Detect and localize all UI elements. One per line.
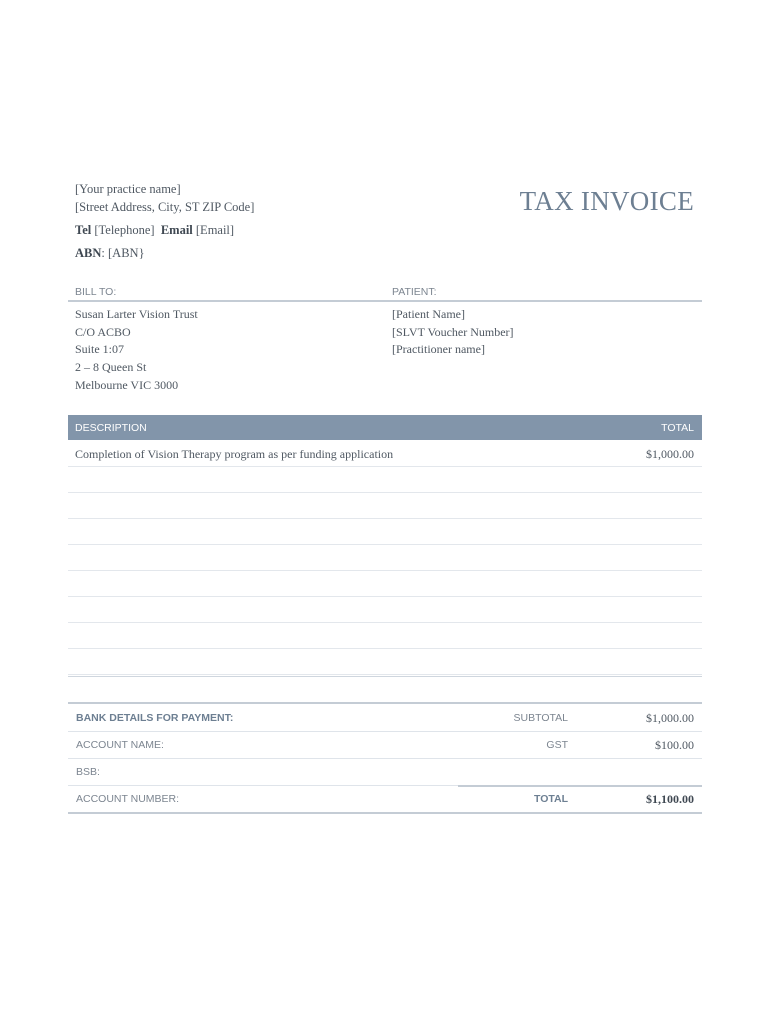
address-divider — [68, 300, 702, 302]
bill-to-line: Suite 1:07 — [75, 342, 125, 357]
bill-to-address — [75, 306, 198, 395]
total-value: $1,100.00 — [646, 792, 694, 806]
patient-label: PATIENT: — [392, 286, 437, 298]
description-header: DESCRIPTION — [75, 422, 147, 434]
abn-label: ABN — [75, 246, 102, 260]
tel-value: [Telephone] — [94, 223, 155, 237]
total-label: TOTAL — [533, 793, 568, 805]
table-row — [68, 649, 702, 675]
practice-abn: ABN: [ABN} — [75, 246, 145, 260]
items-table-header — [68, 415, 702, 440]
gst-value: $100.00 — [655, 738, 694, 752]
gst-label: GST — [546, 739, 568, 751]
patient-line: [Practitioner name] — [392, 342, 485, 356]
patient-line: [SLVT Voucher Number] — [392, 324, 514, 339]
bill-to-line: Melbourne VIC 3000 — [75, 377, 179, 392]
patient-line: [Patient Name] — [392, 307, 465, 321]
table-row — [68, 493, 702, 519]
practice-name: [Your practice name] — [75, 182, 181, 196]
table-row — [68, 623, 702, 649]
practice-details — [75, 180, 254, 262]
tel-label: Tel — [75, 223, 92, 237]
email-label: Email — [160, 223, 193, 237]
total-row — [68, 785, 702, 812]
row-total: $1,000.00 — [646, 447, 694, 461]
bsb-label: BSB: — [76, 766, 100, 778]
practice-contact — [75, 221, 254, 239]
table-row — [68, 519, 702, 545]
table-row — [68, 571, 702, 597]
bill-to-label: BILL TO: — [75, 286, 117, 298]
abn-value: [ABN} — [108, 246, 145, 260]
bank-details-label: BANK DETAILS FOR PAYMENT: — [76, 712, 234, 724]
bill-to-line: C/O ACBO — [75, 324, 131, 339]
subtotal-row — [68, 704, 702, 731]
subtotal-value: $1,000.00 — [646, 711, 694, 725]
patient-details — [392, 306, 514, 359]
table-row-divider — [68, 676, 702, 677]
account-number-label: ACCOUNT NUMBER: — [76, 793, 180, 805]
bsb-row — [68, 758, 702, 785]
bill-to-line: Susan Larter Vision Trust — [75, 307, 198, 321]
bill-to-line: 2 – 8 Queen St — [75, 360, 147, 375]
email-value: [Email] — [195, 223, 235, 237]
subtotal-label: SUBTOTAL — [513, 712, 568, 724]
invoice-title: TAX INVOICE — [519, 186, 694, 216]
gst-row — [68, 731, 702, 758]
account-name-label: ACCOUNT NAME: — [76, 739, 164, 751]
table-row — [68, 545, 702, 571]
table-row — [68, 441, 702, 467]
practice-address: [Street Address, City, ST ZIP Code] — [75, 200, 255, 214]
row-description: Completion of Vision Therapy program as per funding application — [75, 447, 394, 461]
table-row — [68, 597, 702, 623]
total-header: TOTAL — [661, 422, 694, 434]
totals-bottom-rule — [68, 812, 702, 814]
table-row — [68, 467, 702, 493]
